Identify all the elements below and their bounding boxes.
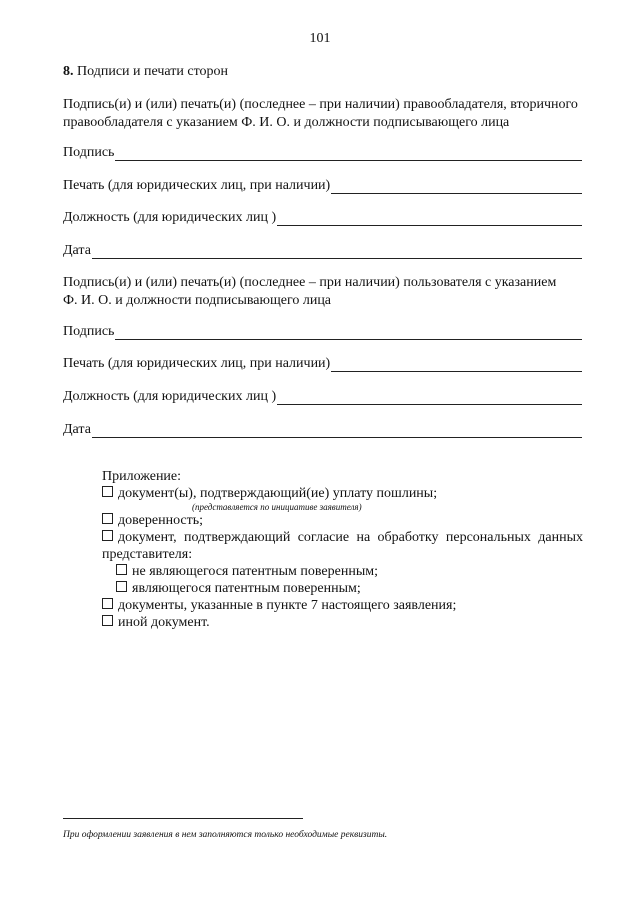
field-label: Подпись (63, 145, 115, 160)
section-title: Подписи и печати сторон (77, 64, 229, 79)
attachment-fee-docs: документ(ы), подтверждающий(ие) уплату пошлины; (102, 485, 583, 502)
rights-holder-intro (63, 96, 583, 132)
rights-holder-signature-field[interactable] (63, 143, 582, 161)
field-label: Подпись (63, 324, 115, 339)
position-line (277, 212, 582, 226)
rights-holder-position-field[interactable] (63, 208, 582, 226)
attachments-title: Приложение: (102, 469, 182, 484)
checkbox-power-of-attorney[interactable] (102, 513, 113, 524)
user-intro-line1: Подпись(и) и (или) печать(и) (последнее – при наличии) пользователя с указанием (63, 275, 557, 290)
rights-holder-seal-field[interactable] (63, 176, 582, 194)
attachment-not-patent-attorney: не являющегося патентным поверенным; (102, 563, 583, 580)
signature-line (115, 147, 582, 161)
user-intro (63, 274, 583, 310)
attachment-consent-line2: представителя: (102, 547, 193, 562)
attachment-other-doc: иной документ. (102, 614, 583, 631)
user-signature-field[interactable] (63, 322, 582, 340)
position-line (277, 391, 582, 405)
attachment-consent: документ, подтверждающий согласие на обработку персональных данных (102, 529, 583, 546)
field-label: Печать (для юридических лиц, при наличии) (63, 356, 331, 371)
user-seal-field[interactable] (63, 354, 582, 372)
rights-holder-intro-line2: правообладателя с указанием Ф. И. О. и должности подписывающего лица (63, 115, 510, 130)
rights-holder-date-field[interactable] (63, 241, 582, 259)
seal-line (331, 180, 582, 194)
field-label: Должность (для юридических лиц ) (63, 210, 277, 225)
page-number: 101 (309, 31, 331, 46)
user-position-field[interactable] (63, 387, 582, 405)
section-heading (63, 64, 228, 80)
fee-docs-note: (представляется по инициативе заявителя) (192, 502, 362, 512)
attachments-list (102, 468, 583, 631)
field-label: Должность (для юридических лиц ) (63, 389, 277, 404)
user-intro-line2: Ф. И. О. и должности подписывающего лица (63, 293, 332, 308)
attachment-item7-docs: документы, указанные в пункте 7 настоящего заявления; (102, 597, 583, 614)
attachment-patent-attorney: являющегося патентным поверенным; (102, 580, 583, 597)
date-line (92, 245, 582, 259)
attachment-power-of-attorney: доверенность; (102, 512, 583, 529)
field-label: Дата (63, 422, 91, 437)
user-date-field[interactable] (63, 420, 582, 438)
signature-line (115, 326, 582, 340)
checkbox-not-patent-attorney[interactable] (116, 564, 127, 575)
date-line (92, 424, 582, 438)
field-label: Печать (для юридических лиц, при наличии) (63, 178, 331, 193)
footnote: При оформлении заявления в нем заполняются только необходимые реквизиты. (63, 830, 388, 840)
field-label: Дата (63, 243, 91, 258)
rights-holder-intro-line1: Подпись(и) и (или) печать(и) (последнее – при наличии) правообладателя, вторичного (63, 97, 578, 112)
section-number: 8. (63, 64, 74, 79)
checkbox-patent-attorney[interactable] (116, 581, 127, 592)
checkbox-consent[interactable] (102, 530, 113, 541)
checkbox-fee-docs[interactable] (102, 486, 113, 497)
checkbox-other-doc[interactable] (102, 615, 113, 626)
footnote-divider (63, 818, 303, 819)
seal-line (331, 358, 582, 372)
checkbox-item7-docs[interactable] (102, 598, 113, 609)
